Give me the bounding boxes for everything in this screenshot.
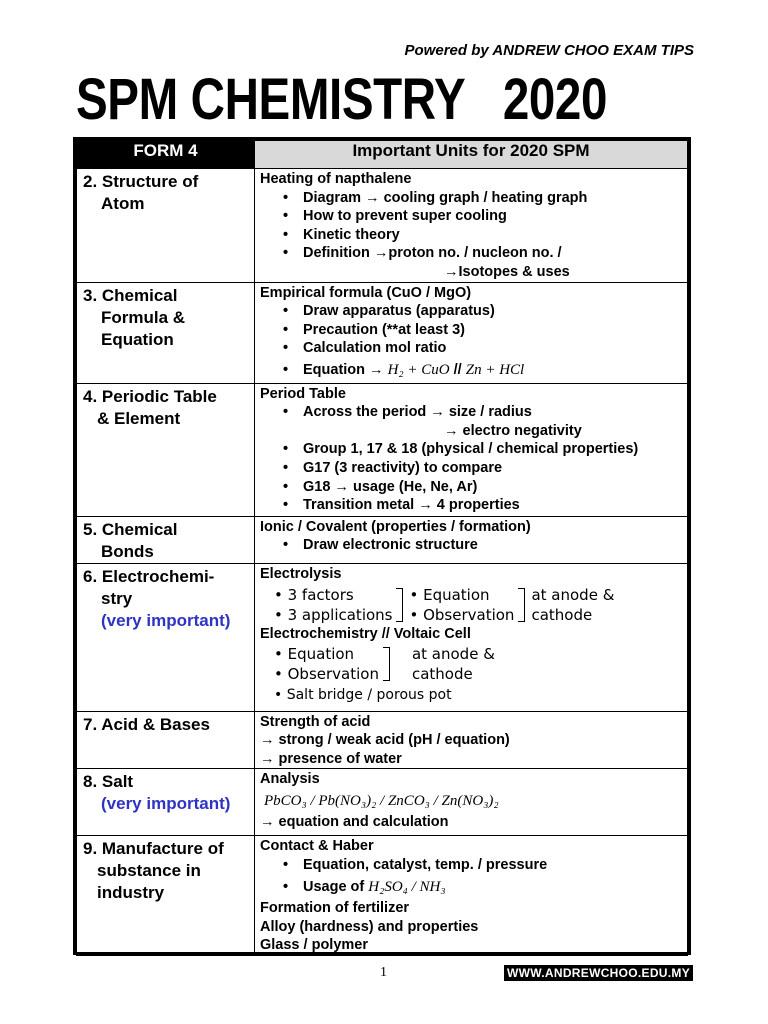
list-item: • Draw apparatus (apparatus) xyxy=(260,302,683,321)
list-item: Alloy (hardness) and properties xyxy=(260,918,479,935)
table-row xyxy=(77,516,688,563)
list-item: Glass / polymer xyxy=(260,937,368,954)
table-row xyxy=(77,563,688,711)
topic-cell xyxy=(77,383,255,516)
list-item: • Across the period → size / radius xyxy=(260,403,683,422)
voltaic-cell-diagram xyxy=(274,644,683,684)
topic-title: 8. Salt xyxy=(83,772,134,792)
topic-cell xyxy=(77,169,255,283)
list-item: Formation of fertilizer xyxy=(260,900,410,917)
list-item: → strong / weak acid (pH / equation) xyxy=(260,732,510,749)
topic-title: stry xyxy=(101,588,133,608)
content-intro: Heating of napthalene xyxy=(260,171,412,187)
content-cell xyxy=(255,282,688,383)
topic-title: Atom xyxy=(101,194,145,213)
topic-title: Equation xyxy=(101,329,174,349)
list-item: • Calculation mol ratio xyxy=(260,339,683,358)
content-intro: Empirical formula (CuO / MgO) xyxy=(260,284,472,301)
list-item: • Equation xyxy=(409,586,490,605)
content-cell xyxy=(255,769,688,836)
list-item: • Transition metal → 4 properties xyxy=(260,496,683,515)
list-item-continuation: → electro negativity xyxy=(444,422,582,439)
list-item: • Salt bridge / porous pot xyxy=(274,686,452,703)
equation-math: Zn + HCl xyxy=(465,361,525,378)
topic-cell xyxy=(77,282,255,383)
topic-title: 5. Chemical xyxy=(83,519,178,539)
content-intro: Ionic / Covalent (properties / formation) xyxy=(260,518,531,535)
importance-note: (very important) xyxy=(101,794,231,814)
brace-connector xyxy=(383,647,390,681)
topic-title: & Element xyxy=(97,408,181,428)
content-intro: Contact & Haber xyxy=(260,838,374,855)
list-item: → equation and calculation xyxy=(260,813,449,830)
list-item: • Precaution (**at least 3) xyxy=(260,321,683,340)
list-item-continuation: →Isotopes & uses xyxy=(444,263,570,280)
content-cell xyxy=(255,711,688,769)
topic-title: 7. Acid & Bases xyxy=(83,714,210,734)
list-item: • Equation → H₂ + CuO // Zn + HCl xyxy=(260,361,683,380)
list-item: • Usage of H₂SO₄ / NH₃ xyxy=(260,878,683,897)
content-intro: Electrolysis xyxy=(260,565,342,582)
list-item: • Diagram → cooling graph / heating graph xyxy=(260,189,683,208)
topic-cell xyxy=(77,711,255,769)
equation-math: H₂ + CuO xyxy=(387,361,450,378)
website-link[interactable]: WWW.ANDREWCHOO.EDU.MY xyxy=(504,965,693,981)
topic-title: industry xyxy=(97,883,165,903)
table-row xyxy=(77,383,688,516)
content-intro: Analysis xyxy=(260,771,320,788)
table-row xyxy=(77,711,688,769)
content-cell xyxy=(255,836,688,956)
list-item: • Observation xyxy=(274,664,379,683)
topic-title: substance in xyxy=(97,861,201,881)
list-item: • Kinetic theory xyxy=(260,226,683,245)
topic-cell xyxy=(77,769,255,836)
topic-cell xyxy=(77,836,255,956)
page-title: SPM CHEMISTRY 2020 xyxy=(76,67,607,132)
topic-title: Formula & xyxy=(101,307,186,327)
equation-math: H₂SO₄ / NH₃ xyxy=(368,878,446,895)
units-table xyxy=(73,137,691,955)
list-item: cathode xyxy=(411,664,473,683)
list-item: • Observation xyxy=(409,606,515,625)
content-intro: Strength of acid xyxy=(260,713,371,730)
content-cell xyxy=(255,516,688,563)
topic-title: 9. Manufacture of xyxy=(83,839,224,859)
content-intro: Electrochemistry // Voltaic Cell xyxy=(260,626,471,643)
topic-title: 6. Electrochemi- xyxy=(83,566,215,586)
list-item: • Definition →proton no. / nucleon no. / xyxy=(260,244,683,263)
list-item: cathode xyxy=(531,606,593,625)
brace-connector xyxy=(518,588,525,622)
table-row xyxy=(77,169,688,283)
form-header: FORM 4 xyxy=(77,141,255,169)
topic-title: Bonds xyxy=(101,541,154,561)
table-row xyxy=(77,769,688,836)
list-item: • Equation xyxy=(274,644,355,663)
content-cell xyxy=(255,563,688,711)
table-row xyxy=(77,282,688,383)
list-item: • G18 → usage (He, Ne, Ar) xyxy=(260,478,683,497)
list-item: at anode & xyxy=(531,586,615,605)
list-item: • 3 factors xyxy=(274,586,354,605)
list-item: • Draw electronic structure xyxy=(260,536,683,555)
list-item: • 3 applications xyxy=(274,606,393,625)
list-item: • Equation, catalyst, temp. / pressure xyxy=(260,856,683,875)
powered-by-credit: Powered by ANDREW CHOO EXAM TIPS xyxy=(404,42,694,59)
list-item: • How to prevent super cooling xyxy=(260,207,683,226)
list-item: • Group 1, 17 & 18 (physical / chemical properties) xyxy=(260,440,683,459)
content-cell xyxy=(255,383,688,516)
list-item: • G17 (3 reactivity) to compare xyxy=(260,459,683,478)
brace-connector xyxy=(396,588,403,622)
topic-cell xyxy=(77,563,255,711)
table-header-row xyxy=(77,141,688,169)
content-cell xyxy=(255,169,688,283)
list-item: at anode & xyxy=(411,644,495,663)
page-number: 1 xyxy=(380,965,387,980)
topic-title: 2. Structure of xyxy=(83,172,199,191)
salt-formulas: PbCO₃ / Pb(NO₃)₂ / ZnCO₃ / Zn(NO₃)₂ xyxy=(264,792,499,809)
list-item: → presence of water xyxy=(260,750,402,767)
topic-cell xyxy=(77,516,255,563)
table-row xyxy=(77,836,688,956)
units-header: Important Units for 2020 SPM xyxy=(255,141,688,169)
topic-title: 3. Chemical xyxy=(83,285,178,305)
importance-note: (very important) xyxy=(101,610,231,630)
content-intro: Period Table xyxy=(260,385,346,402)
topic-title: 4. Periodic Table xyxy=(83,386,217,406)
electrolysis-diagram xyxy=(274,585,683,625)
